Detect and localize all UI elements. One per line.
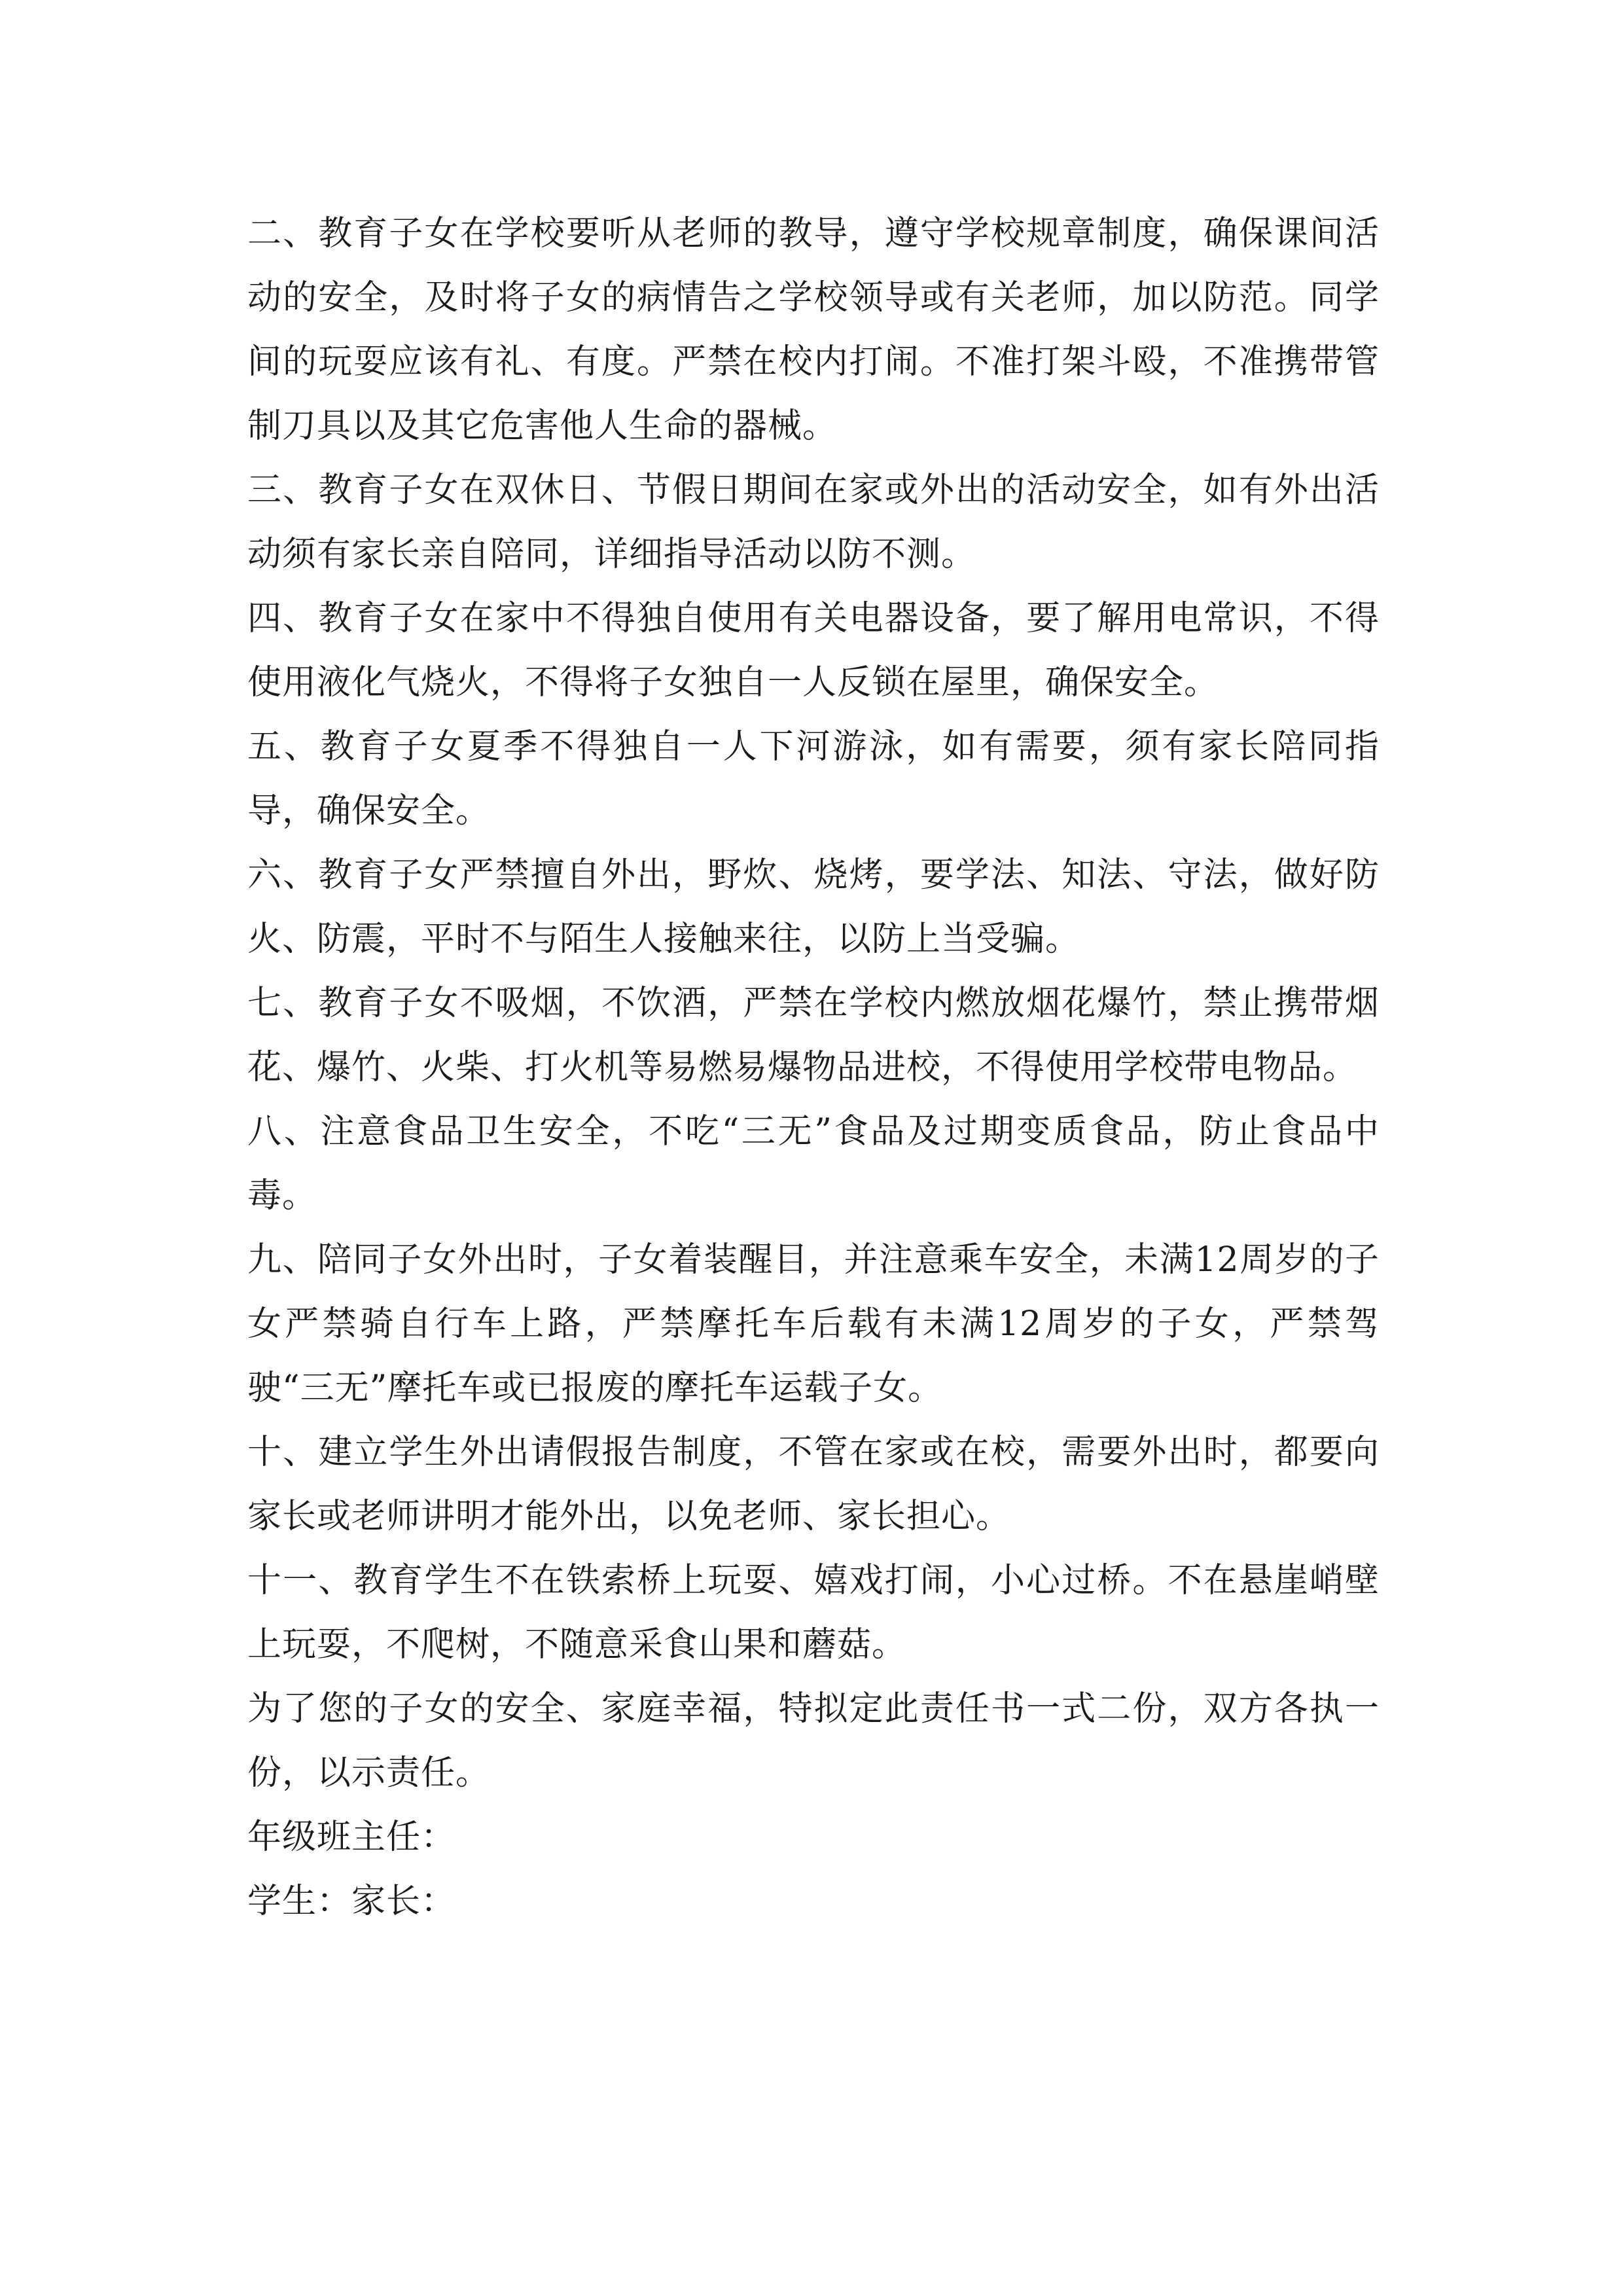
document-body bbox=[247, 202, 1380, 1933]
closing-statement: 为了您的子女的安全、家庭幸福，特拟定此责任书一式二份，双方各执一份，以示责任。 bbox=[247, 1689, 1380, 1793]
clause-3: 三、教育子女在双休日、节假日期间在家或外出的活动安全，如有外出活动须有家长亲自陪同，详细指导活动以防不测。 bbox=[247, 471, 1380, 574]
clause-5: 五、教育子女夏季不得独自一人下河游泳，如有需要，须有家长陪同指导，确保安全。 bbox=[247, 727, 1380, 831]
clause-11: 十一、教育学生不在铁索桥上玩耍、嬉戏打闹，小心过桥。不在悬崖峭壁上玩耍，不爬树，不随意采食山果和蘑菇。 bbox=[247, 1561, 1380, 1664]
student-parent-signature-label: 学生：家长： bbox=[247, 1882, 456, 1921]
teacher-signature-label: 年级班主任： bbox=[247, 1818, 456, 1857]
clause-2: 二、教育子女在学校要听从老师的教导，遵守学校规章制度，确保课间活动的安全，及时将子女的病情告之学校领导或有关老师，加以防范。同学间的玩耍应该有礼、有度。严禁在校内打闹。不准打架斗殴，不准携带管制刀具以及其它危害他人生命的器械。 bbox=[247, 214, 1380, 446]
clause-8: 八、注意食品卫生安全，不吃“三无”食品及过期变质食品，防止食品中毒。 bbox=[247, 1112, 1380, 1215]
clause-9: 九、陪同子女外出时，子女着装醒目，并注意乘车安全，未满12周岁的子女严禁骑自行车上路，严禁摩托车后载有未满12周岁的子女，严禁驾驶“三无”摩托车或已报废的摩托车运载子女。 bbox=[247, 1240, 1380, 1408]
clause-7: 七、教育子女不吸烟，不饮酒，严禁在学校内燃放烟花爆竹，禁止携带烟花、爆竹、火柴、打火机等易燃易爆物品进校，不得使用学校带电物品。 bbox=[247, 984, 1380, 1087]
clause-10: 十、建立学生外出请假报告制度，不管在家或在校，需要外出时，都要向家长或老师讲明才能外出，以免老师、家长担心。 bbox=[247, 1433, 1380, 1536]
clause-6: 六、教育子女严禁擅自外出，野炊、烧烤，要学法、知法、守法，做好防火、防震，平时不与陌生人接触来往，以防上当受骗。 bbox=[247, 855, 1380, 959]
clause-4: 四、教育子女在家中不得独自使用有关电器设备，要了解用电常识，不得使用液化气烧火，不得将子女独自一人反锁在屋里，确保安全。 bbox=[247, 599, 1380, 702]
